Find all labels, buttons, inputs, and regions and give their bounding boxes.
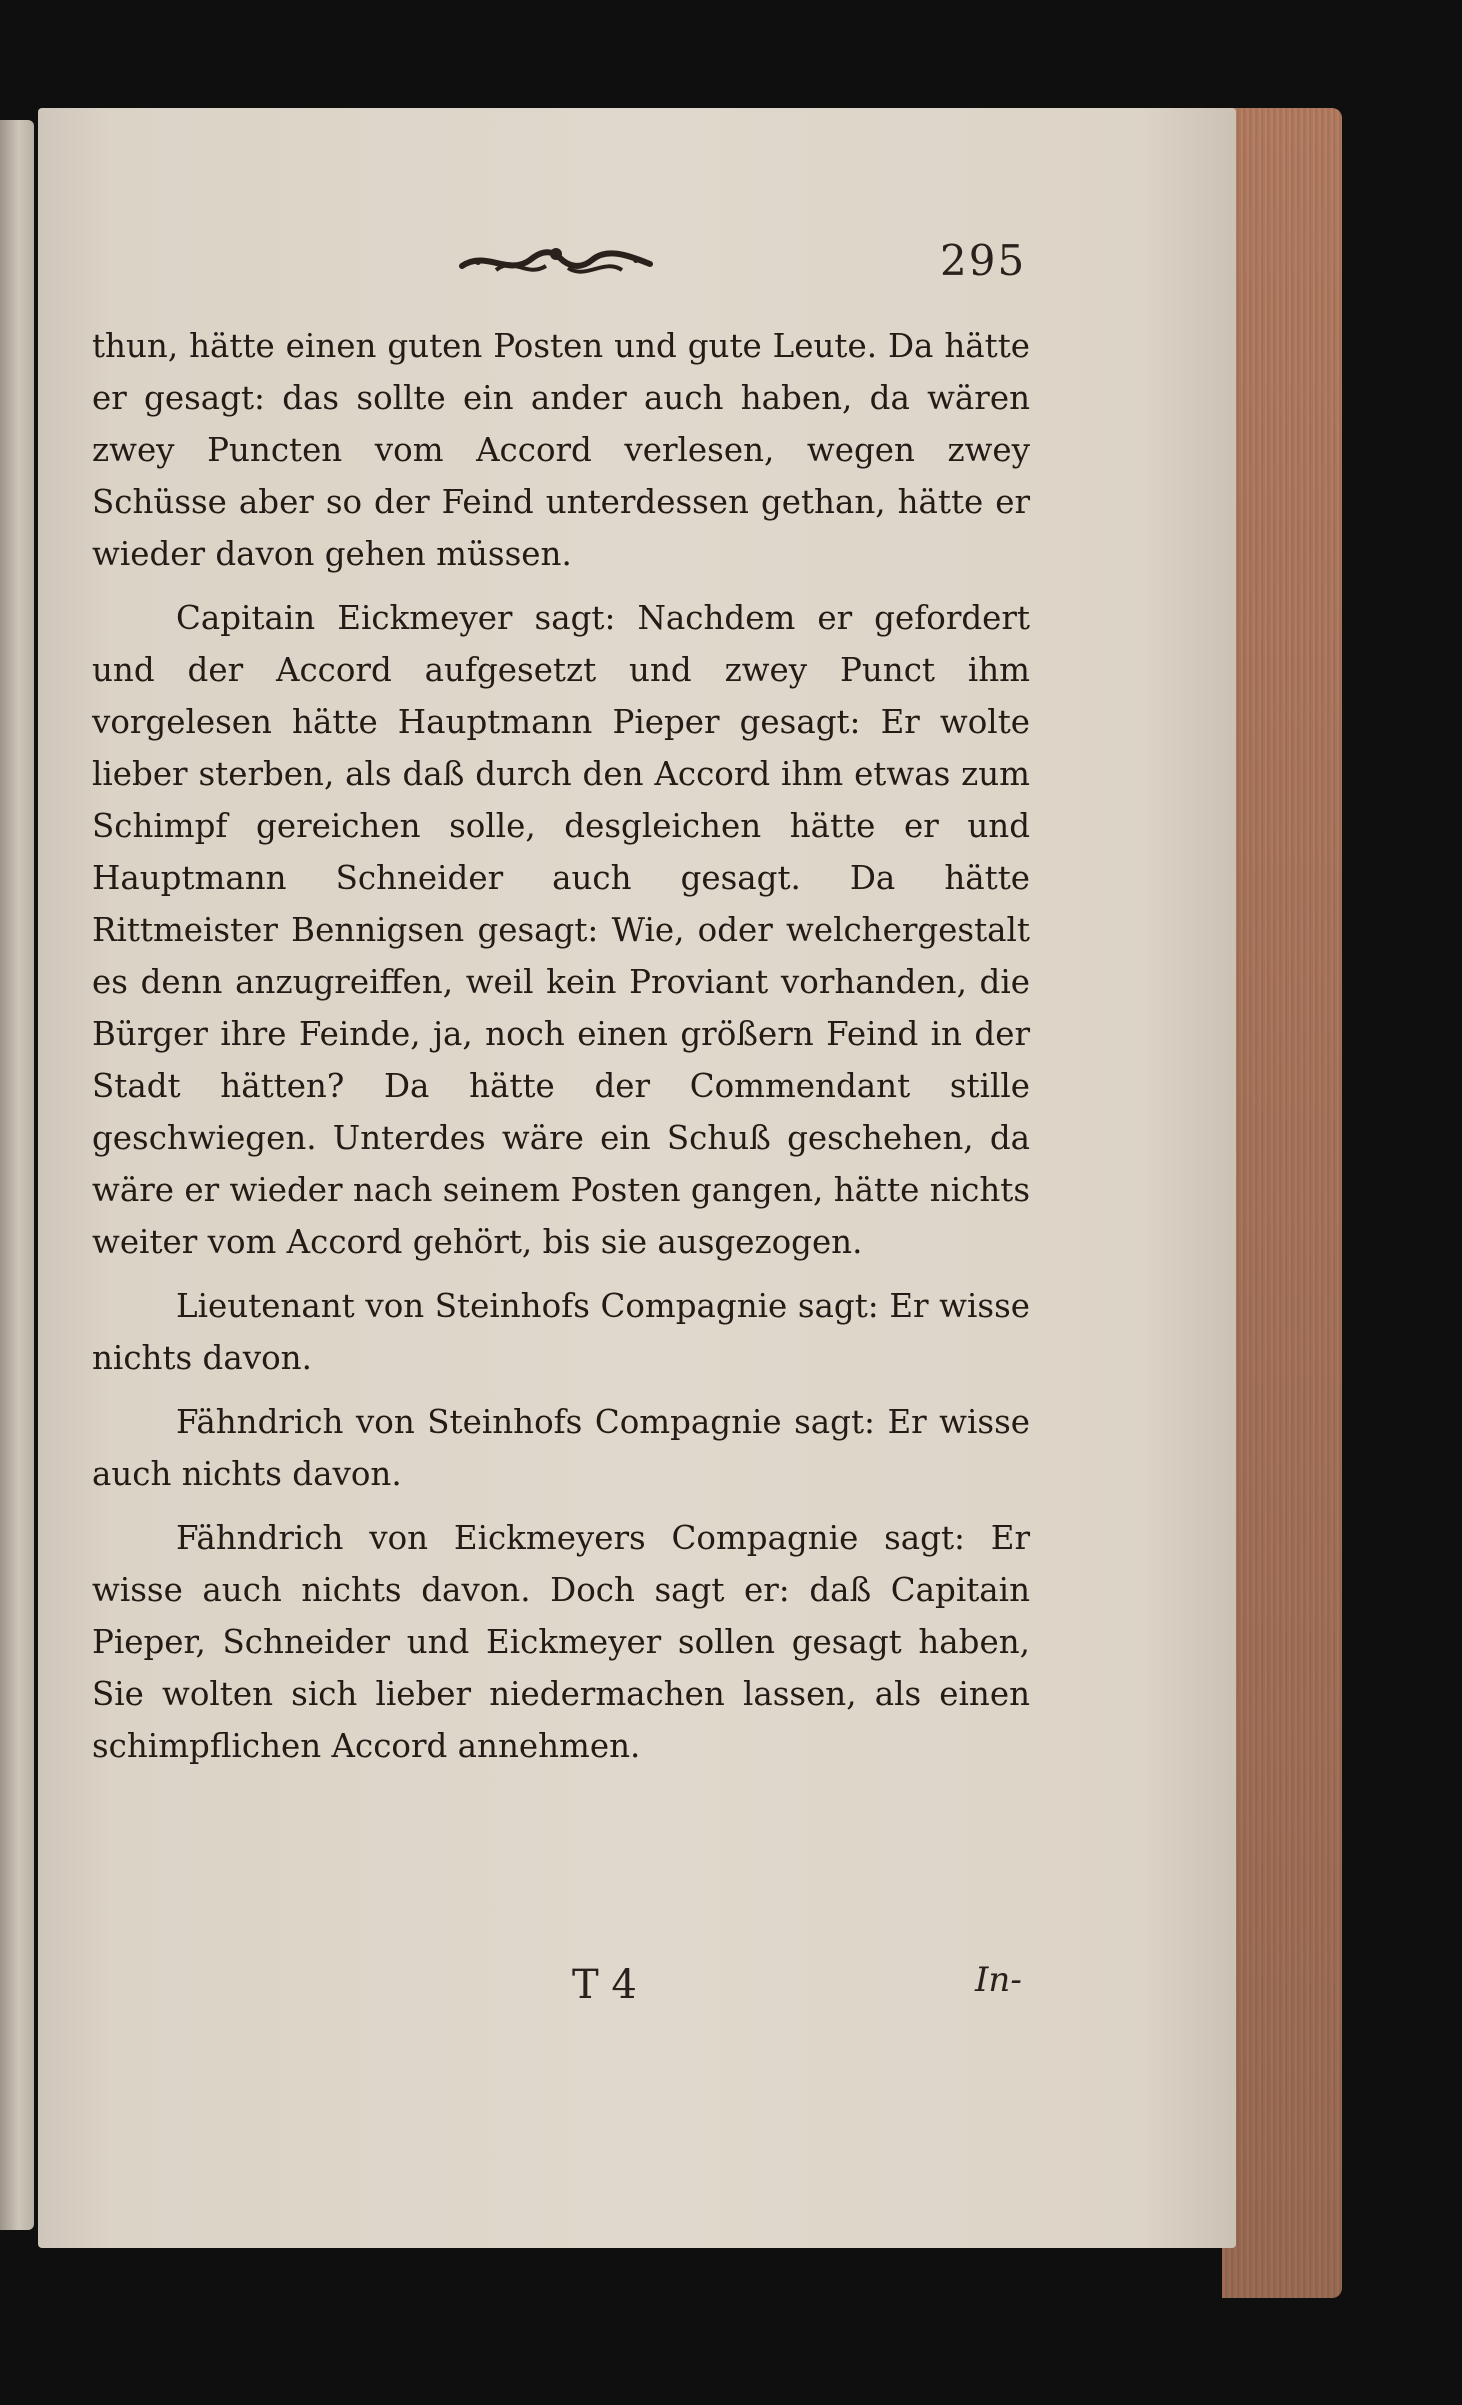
catchword: In- [975, 1960, 1022, 2000]
printer-ornament-icon [456, 236, 656, 284]
signature-mark: T 4 [572, 1962, 637, 2008]
paragraph-1: thun, hätte einen guten Posten und gute Leute. Da hätte er gesagt: das sollte ein ander auch haben, da wären zwey Puncten vom Accord verlesen, wegen zwey Schüsse aber so der Feind unterdessen gethan, hätte er wieder davon gehen müssen. [92, 327, 1030, 573]
paragraph-3: Lieutenant von Steinhofs Compagnie sagt: Er wisse nichts davon. [92, 1287, 1030, 1377]
page-number: 295 [940, 236, 1027, 285]
book-fore-edge [1222, 108, 1342, 2298]
facing-page-edge [0, 120, 34, 2230]
paragraph-4: Fähndrich von Steinhofs Compagnie sagt: Er wisse auch nichts davon. [92, 1403, 1030, 1493]
paragraph-2: Capitain Eickmeyer sagt: Nachdem er gefordert und der Accord aufgesetzt und zwey Punct ihm vorgelesen hätte Hauptmann Pieper gesagt: Er wolte lieber sterben, als daß durch den Accord ihm etwas zum Schimpf gereichen solle, desgleichen hätte er und Hauptmann Schneider auch gesagt. Da hätte Rittmeister Bennigsen gesagt: Wie, oder welchergestalt es denn anzugreiffen, weil kein Proviant vorhanden, die Bürger ihre Feinde, ja, noch einen größern Feind in der Stadt hätten? Da hätte der Commendant stille geschwiegen. Unterdes wäre ein Schuß geschehen, da wäre er wieder nach seinem Posten gangen, hätte nichts weiter vom Accord gehört, bis sie ausgezogen. [92, 599, 1030, 1261]
paragraph-5: Fähndrich von Eickmeyers Compagnie sagt: Er wisse auch nichts davon. Doch sagt er: daß Capitain Pieper, Schneider und Eickmeyer sollen gesagt haben, Sie wolten sich lieber niedermachen lassen, als einen schimpflichen Accord annehmen. [92, 1519, 1030, 1765]
page-body-text [92, 320, 1030, 1784]
